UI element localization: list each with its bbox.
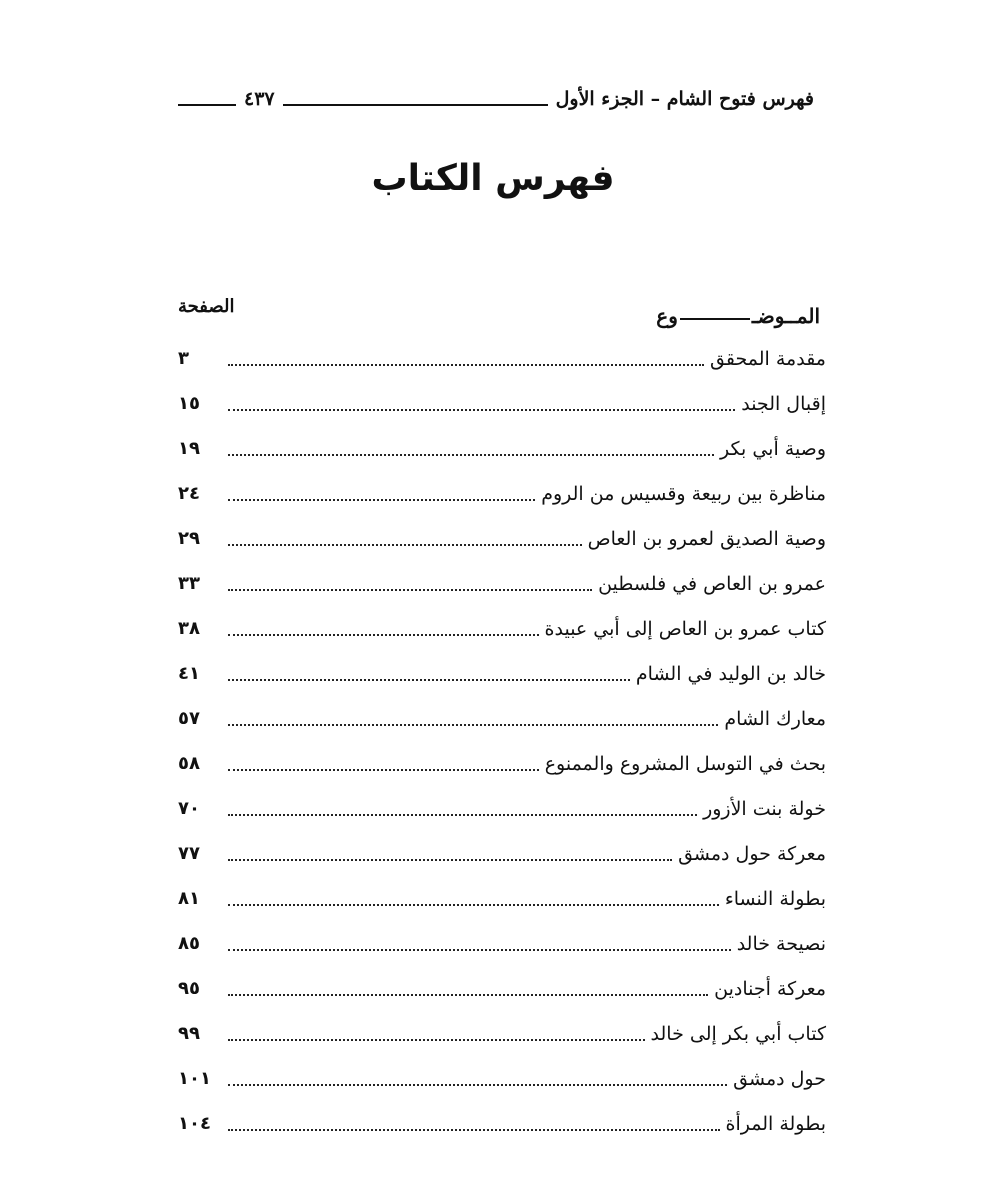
dot-leader [228,364,704,366]
toc-entry-topic: بطولة المرأة [725,1112,826,1135]
dot-leader [228,679,630,681]
toc-entry-topic: حول دمشق [733,1067,826,1090]
dot-leader [228,724,718,726]
dot-leader [228,994,708,996]
dot-leader [228,589,592,591]
toc-entry [178,426,826,471]
running-header [178,82,814,116]
page-number: ٤٣٧ [244,88,275,110]
toc-entry [178,651,826,696]
toc-entry-page: ٣٨ [178,618,200,639]
toc-entry-page: ٧٠ [178,798,200,819]
toc-list [178,336,826,1146]
header-rule-end [178,104,236,106]
running-title: فهرس فتوح الشام – الجزء الأول [555,88,814,110]
toc-entry-topic: مناظرة بين ربيعة وقسيس من الروم [541,482,826,505]
toc-entry-topic: وصية أبي بكر [720,437,826,460]
toc-entry-page: ٢٤ [178,483,200,504]
toc-entry-topic: كتاب عمرو بن العاص إلى أبي عبيدة [544,617,826,640]
dot-leader [228,1129,720,1131]
toc-entry [178,471,826,516]
toc-entry-page: ٣ [178,348,189,369]
kashida-stretch [680,318,750,320]
toc-entry-page: ٩٩ [178,1023,200,1044]
toc-entry [178,876,826,921]
toc-entry-topic: مقدمة المحقق [710,347,826,370]
toc-entry-topic: بطولة النساء [724,887,826,910]
toc-entry-topic: معارك الشام [724,707,826,730]
toc-entry [178,1011,826,1056]
page-title: فهرس الكتاب [371,158,615,199]
header-rule [283,104,548,106]
toc-entry [178,831,826,876]
column-header-topic [656,304,820,328]
toc-entry-page: ٣٣ [178,573,200,594]
toc-entry [178,336,826,381]
toc-entry-page: ١٥ [178,393,200,414]
toc-entry-topic: عمرو بن العاص في فلسطين [598,572,826,595]
dot-leader [228,1039,645,1041]
toc-entry [178,966,826,1011]
toc-entry-page: ٤١ [178,663,200,684]
toc-entry [178,606,826,651]
toc-entry [178,516,826,561]
toc-entry-page: ١٠١ [178,1068,211,1089]
toc-entry-topic: إقبال الجند [741,392,826,415]
toc-entry-topic: خالد بن الوليد في الشام [635,662,826,685]
toc-entry-page: ١٩ [178,438,200,459]
toc-entry [178,381,826,426]
dot-leader [228,1084,727,1086]
toc-entry-page: ٨٥ [178,933,200,954]
column-header-topic-start: المــوضـ [751,304,820,328]
dot-leader [228,769,539,771]
toc-entry [178,1056,826,1101]
toc-entry [178,561,826,606]
column-header-page: الصفحة [178,296,235,317]
dot-leader [228,814,697,816]
toc-entry-page: ٥٧ [178,708,200,729]
toc-entry-topic: وصية الصديق لعمرو بن العاص [587,527,826,550]
column-headers [178,296,820,336]
toc-entry-page: ١٠٤ [178,1113,211,1134]
toc-entry-topic: بحث في التوسل المشروع والممنوع [544,752,826,775]
toc-entry [178,741,826,786]
toc-entry-page: ٥٨ [178,753,200,774]
dot-leader [228,454,714,456]
toc-entry [178,696,826,741]
dot-leader [228,409,735,411]
toc-entry-topic: معركة أجنادين [714,977,826,1000]
dot-leader [228,904,719,906]
dot-leader [228,949,731,951]
toc-entry-page: ٧٧ [178,843,200,864]
toc-entry-page: ٩٥ [178,978,200,999]
toc-entry [178,786,826,831]
toc-entry-topic: خولة بنت الأزور [703,797,826,820]
dot-leader [228,634,539,636]
toc-entry-topic: نصيحة خالد [736,932,826,955]
toc-entry-page: ٢٩ [178,528,200,549]
toc-entry [178,921,826,966]
dot-leader [228,499,535,501]
toc-entry-topic: معركة حول دمشق [678,842,826,865]
dot-leader [228,544,582,546]
toc-entry [178,1101,826,1146]
toc-entry-page: ٨١ [178,888,200,909]
column-header-topic-end: وع [656,304,678,328]
dot-leader [228,859,672,861]
toc-entry-topic: كتاب أبي بكر إلى خالد [650,1022,826,1045]
